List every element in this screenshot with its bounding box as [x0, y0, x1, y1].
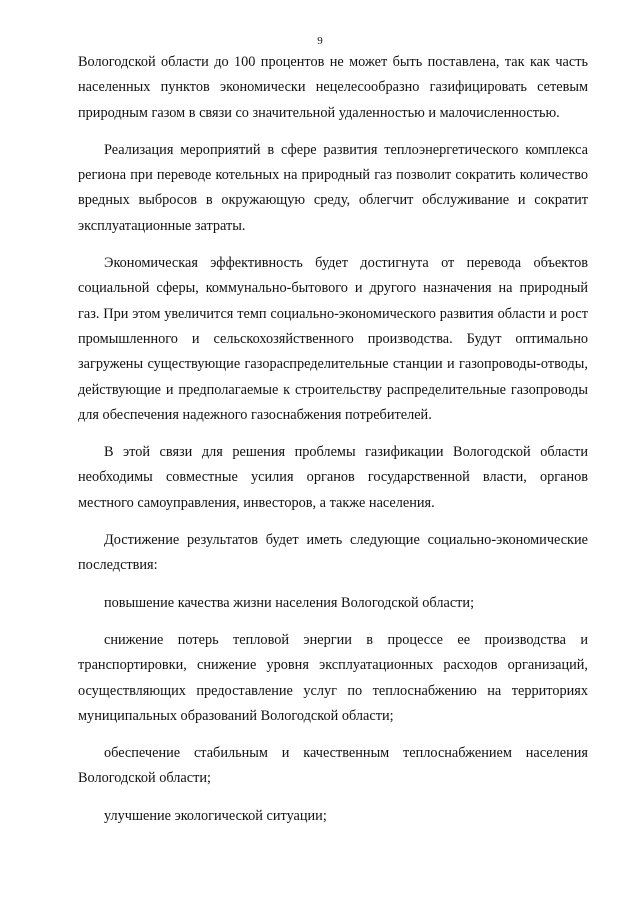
- paragraph-gasification-limit: Вологодской области до 100 процентов не может быть поставлена, так как часть населенных пунктов экономически нецелесообразно газифицировать сетевым природным газом в связи со значительной удаленностью и малочисленностью.: [78, 54, 588, 121]
- list-item-quality-of-life: повышение качества жизни населения Вологодской области;: [104, 594, 475, 611]
- paragraph-consequences-intro: Достижение результатов будет иметь следующие социально-экономические последствия:: [78, 532, 588, 574]
- document-body: [78, 50, 588, 841]
- paragraph-economic-efficiency: Экономическая эффективность будет достигнута от перевода объектов социальной сферы, коммунально-бытового и другого назначения на природный газ. При этом увеличится темп социально-экономического развития области и рост промышленного и сельскохозяйственного производства. Будут оптимально загружены существующие газораспределительные станции и газопроводы-отводы, действующие и предполагаемые к строительству распределительные газопроводы для обеспечения надежного газоснабжения потребителей.: [78, 255, 588, 423]
- paragraph-joint-efforts: В этой связи для решения проблемы газификации Вологодской области необходимы совместные усилия органов государственной власти, органов местного самоуправления, инвесторов, а также населения.: [78, 444, 588, 511]
- list-item-stable-heat-supply: обеспечение стабильным и качественным теплоснабжением населения Вологодской области;: [78, 745, 588, 787]
- paragraph-measures-implementation: Реализация мероприятий в сфере развития теплоэнергетического комплекса региона при переводе котельных на природный газ позволит сократить количество вредных выбросов в окружающую среду, облегчит обслуживание и сократит эксплуатационные затраты.: [78, 141, 588, 234]
- list-item-heat-loss-reduction: снижение потерь тепловой энергии в процессе ее производства и транспортировки, снижение уровня эксплуатационных расходов организаций, осуществляющих предоставление услуг по теплоснабжению на территориях муниципальных образований Вологодской области;: [78, 631, 588, 724]
- page-number: 9: [317, 35, 323, 47]
- list-item-ecology-improvement: улучшение экологической ситуации;: [104, 807, 327, 824]
